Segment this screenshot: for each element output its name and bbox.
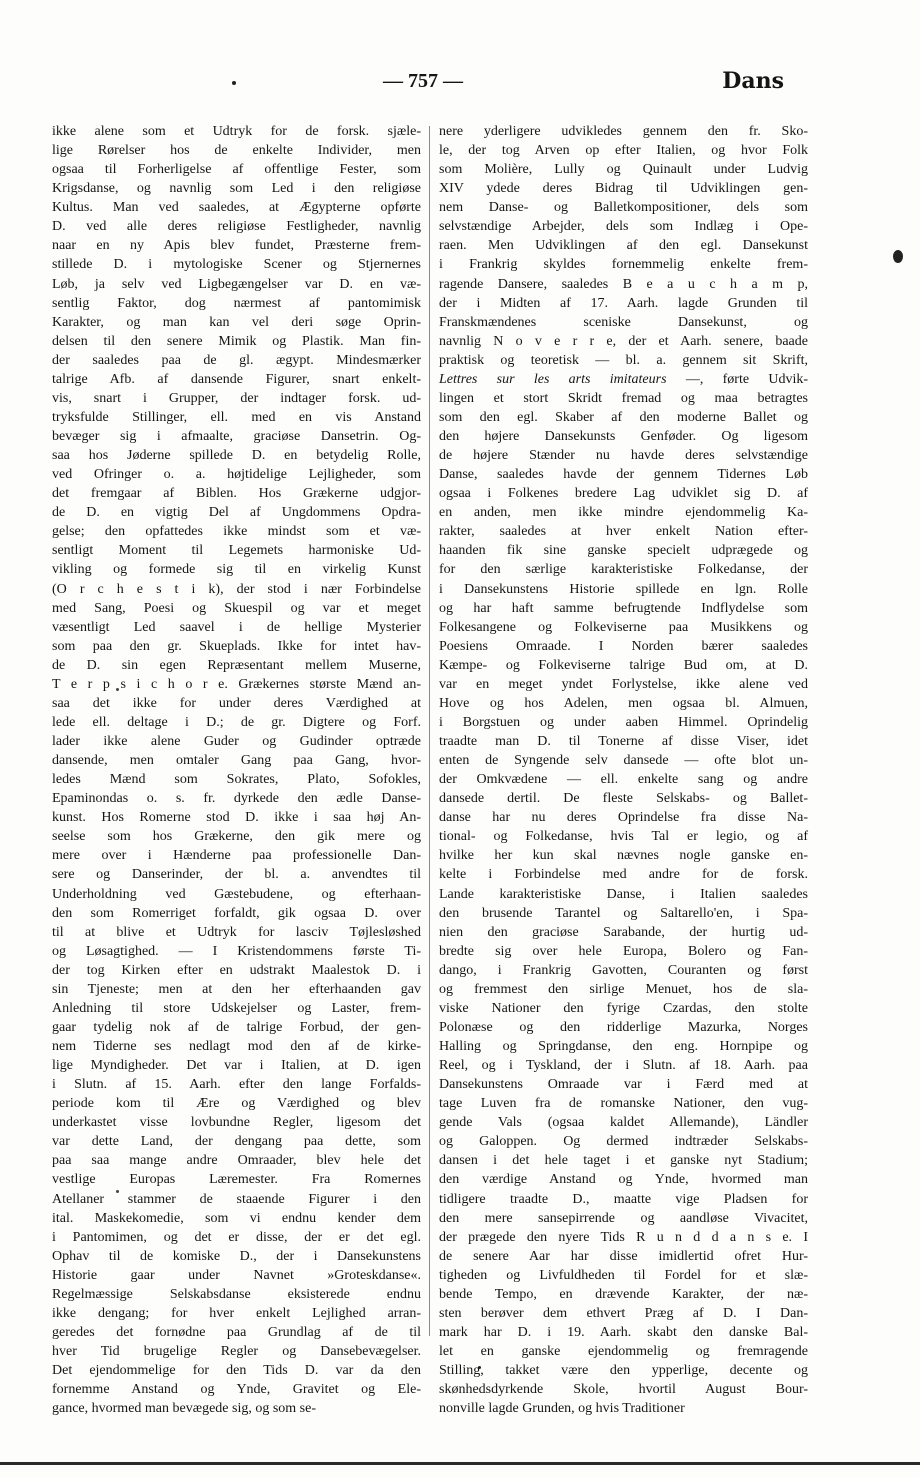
column-divider (429, 126, 430, 1336)
text-line: Atellaner stammer de staaende Figurer i den (52, 1191, 421, 1207)
text-line: Folkesangene og Folkeviserne paa Musikkens og (439, 619, 808, 635)
text-line: ikke dengang; for hver enkelt Lejlighed arran- (52, 1305, 421, 1321)
text-line: hvilke her kun skal nævnes nogle ganske en- (439, 848, 808, 864)
text-line: tidligere traadte D., maatte vige Pladsen for (439, 1191, 808, 1207)
text-line: der saaledes paa de gl. ægypt. Mindesmærker (52, 352, 421, 368)
text-line: Dansekunstens Omraade var i Færd med at (439, 1077, 808, 1093)
text-line: nonville lagde Grunden, og hvis Traditioner (439, 1401, 685, 1417)
text-line: væsentligt Led saavel i de hellige Mysterier (52, 619, 421, 635)
page-number: — 757 — (383, 70, 463, 92)
text-line: tryksfulde Stillinger, ell. med en vis Anstand (52, 409, 421, 425)
text-line: Halling og Springdanse, den eng. Hornpipe og (439, 1039, 808, 1054)
text-line: ogsaa i Folkenes bredere Lag udviklet sig D. af (439, 486, 808, 502)
text-line: Ophav til de komiske D., der i Dansekunstens (52, 1248, 421, 1264)
text-line: stillede D. i mytologiske Scener og Stjernernes (52, 257, 421, 273)
text-line: Det ejendommelige for den Tids D. var da den (52, 1363, 421, 1379)
text-line: Lettres sur les arts imitateurs —, førte Udvik- (439, 371, 809, 387)
text-line: delsen til den senere Mimik og Plastik. Man fin- (52, 333, 421, 349)
margin-mark (893, 250, 903, 263)
text-line: ved Ofringer o. a. højtidelige Lejligheder, som (52, 467, 421, 483)
text-line: tigheden og Livfuldheden til Fordel for et slæ- (439, 1267, 808, 1283)
text-line: gaar tydelig nok af de talrige Forbud, der gen- (52, 1019, 421, 1035)
text-line: i Borgstuen og under aaben Himmel. Oprindelig (439, 714, 808, 730)
text-line: nere yderligere udvikledes gennem den fr. Sko- (439, 124, 808, 139)
running-head: Dans (722, 68, 784, 94)
text-line: ogsaa til Forherligelse af offentlige Fester, som (52, 162, 421, 178)
text-line: kelte i Forbindelse med andre for de forsk. (439, 867, 808, 883)
text-line: sin Tjeneste; men at den her efterhaanden gav (52, 981, 421, 997)
text-line: saa hos Jøderne spillede D. en betydelig Rolle, (52, 448, 421, 464)
text-line: bredte sig over hele Europa, Bolero og Fan- (439, 943, 808, 959)
text-line: le, der tog Arven op efter Italien, og hvor Folk (439, 143, 808, 159)
text-line: naar en ny Apis blev fundet, Præsterne frem- (52, 238, 421, 254)
text-line: D. ved alle deres religiøse Festligheder, navnlig (52, 219, 421, 235)
text-line: den brusende Tarantel og Saltarello'en, i Spa- (439, 905, 808, 921)
text-line: en anden, men ikke mindre ejendommelig Ka- (439, 505, 808, 521)
text-line: bende Tempo, en drævende Karakter, der næ- (439, 1286, 808, 1302)
text-line: T e r p s i c h o r e. Grækernes største Mænd an- (52, 676, 421, 692)
text-line: den som Romerriget forfaldt, gik ogsaa D. over (52, 905, 421, 921)
text-line: Løb, ja selv ved Ligbegængelser var D. en væ- (52, 276, 421, 292)
text-line: tage Luven fra de romanske Nationer, den vug- (439, 1096, 808, 1112)
text-line: lige Rørelser hos de enkelte Individer, men (52, 143, 421, 159)
text-line: bevæger sig i afmaalte, graciøse Dansetrin. Og- (52, 429, 421, 444)
text-line: for den særlige karakteristiske Folkedanse, der (439, 562, 808, 578)
text-line: dansede dertil. De fleste Selskabs- og Ballet- (439, 791, 808, 807)
text-line: vikling og formede sig til en virkelig Kunst (52, 562, 421, 578)
text-line: Reel, og i Tyskland, der i Slutn. af 18. Aarh. paa (439, 1058, 808, 1074)
text-line: gende Vals (ogsaa kaldet Allemande), Ländler (439, 1115, 808, 1131)
text-line: enten de Syngende selv dansede — ofte blot un- (439, 753, 808, 769)
text-line: let en ganske ejendommelig og fremragende (439, 1344, 808, 1359)
text-line: danse har nu deres Oprindelse fra disse Na- (439, 810, 808, 826)
text-line: paa saa mange andre Omraader, blev hele det (52, 1153, 421, 1169)
text-line: Regelmæssige Selskabsdanse eksisterede endnu (52, 1286, 421, 1302)
text-line: Franskmændenes sceniske Dansekunst, og (439, 314, 808, 330)
text-line: den værdige Anstand og Ynde, hvormed man (439, 1172, 808, 1188)
text-line: nien den graciøse Sarabande, der hurtig ud- (439, 924, 808, 940)
text-line: med Sang, Poesi og Skuespil og var et meget (52, 600, 421, 616)
text-line: ragende Dansere, saaledes B e a u c h a m p, (439, 276, 808, 292)
text-line: dansen i det hele taget i et ganske nyt Stadium; (439, 1153, 808, 1169)
text-line: Anledning til store Udskejelser og Laster, frem- (52, 1000, 421, 1016)
text-line: Epaminondas o. s. fr. dyrkede den ædle Danse- (52, 791, 421, 807)
text-line: kunst. Hos Romerne stod D. ikke i saa høj An- (52, 810, 421, 826)
text-line: underkastet visse lovbundne Regler, ligesom det (52, 1115, 421, 1131)
text-line: sentligt Moment til Legemets harmoniske Ud- (52, 543, 421, 559)
text-line: Stilling, takket være den ypperlige, decente og (439, 1363, 808, 1379)
text-line: navnlig N o v e r r e, der et Aarh. senere, baade (439, 333, 808, 349)
text-line: det fremgaar af Biblen. Hos Grækerne udgjor- (52, 486, 421, 502)
text-line: lede ell. deltage i D.; de gr. Digtere og Forf. (52, 714, 421, 730)
text-line: XIV ydede deres Bidrag til Udviklingen gen- (439, 181, 808, 197)
text-line: der i Midten af 17. Aarh. lagde Grunden til (439, 295, 808, 311)
text-line: og Løsagtighed. — I Kristendommens første Ti- (52, 943, 421, 959)
text-line: vestlige Europas Læremester. Fra Romernes (52, 1172, 421, 1188)
text-line: den mere sansepirrende og aandløse Vivacitet, (439, 1210, 808, 1226)
text-line: Poesiens Omraade. I Norden bærer saaledes (439, 638, 808, 654)
text-line: seelse som hos Grækerne, den gik mere og (52, 829, 421, 845)
text-line: de senere Aar har disse imidlertid ofret Hur- (439, 1248, 808, 1264)
print-speck (232, 81, 236, 85)
text-line: Danse, saaledes havde der gennem Tidernes Løb (439, 467, 808, 483)
text-line: til at blive et Udtryk for lasciv Tøjlesløshed (52, 924, 421, 940)
text-line: sten berøver dem ethvert Præg af D. I Dan- (439, 1305, 808, 1321)
text-line: (O r c h e s t i k), der stod i nær Forbindelse (52, 581, 421, 597)
text-line: Historie gaar under Navnet »Groteskdanse«. (52, 1267, 421, 1283)
text-line: der Omkvædene — ell. enkelte sang og andre (439, 772, 808, 788)
text-line: Kæmpe- og Folkeviserne talrige Bud om, at D. (439, 657, 808, 673)
text-line: mere over i Hænderne paa professionelle Dan- (52, 848, 421, 864)
text-line: og har haft samme befrugtende Indflydelse som (439, 600, 808, 616)
text-line: Karakter, og man kan vel deri søge Oprin- (52, 314, 421, 330)
text-line: Krigsdanse, og navnlig som Led i den religiøse (52, 181, 421, 197)
text-line: ital. Maskekomedie, som vi endnu kender dem (52, 1210, 421, 1226)
text-line: nem Danse- og Balletkompositioner, dels som (439, 200, 808, 216)
text-line: mark har D. i 19. Aarh. skabt den danske Bal- (439, 1324, 808, 1340)
text-line: gelse; den opfattedes ikke mindst som et væ- (52, 524, 421, 540)
text-line: Underholdning ved Gæstebudene, og efterhaan- (52, 886, 421, 902)
text-line: viske Nationer den fyrige Czardas, den stolte (439, 1000, 808, 1016)
text-line: den højere Dansekunsts Genføder. Og ligesom (439, 429, 808, 444)
text-line: lingen et stort Skridt fremad og maa betragtes (439, 390, 808, 406)
text-line: i Dansekunstens Historie spillede en lgn. Rolle (439, 581, 808, 597)
text-line: i Frankrig skyldes fornemmelig enkelte frem- (439, 257, 808, 273)
text-line: praktisk og teoretisk — bl. a. gennem sit Skrift, (439, 352, 808, 368)
text-line: Hove og hos Adelen, men ogsaa bl. Almuen, (439, 695, 808, 711)
text-line: som paa den gr. Skueplads. Ikke for intet hav- (52, 638, 421, 654)
text-line: der tog Kirken efter en udstrakt Maalestok D. i (52, 962, 421, 978)
text-line: talrige Afb. af dansende Figurer, snart enkelt- (52, 371, 421, 387)
text-line: lige Myndigheder. Det var i Italien, at D. igen (52, 1058, 421, 1074)
text-line: sentlig Faktor, dog nærmest af pantomimisk (52, 295, 421, 311)
text-line: traadte man D. til Tonerne af disse Viser, idet (439, 734, 808, 749)
text-line: tional- og Folkedanse, hvis Tal er legio, og af (439, 829, 808, 845)
left-text-column (52, 122, 421, 1417)
text-line: vis, snart i Grupper, der indtager forsk. ud- (52, 390, 421, 406)
text-line: der prægede den nyere Tids R u n d d a n s e. I (439, 1229, 808, 1245)
text-line: Lande karakteristiske Danse, i Italien saaledes (439, 886, 808, 902)
text-line: raen. Men Udviklingen af den egl. Dansekunst (439, 238, 808, 254)
text-line: geredes det fornødne paa Grundlag af de til (52, 1324, 421, 1340)
text-line: sere og Danserinder, der bl. a. anvendtes til (52, 867, 421, 883)
text-line: de højere Stænder nu havde deres selvstændige (439, 448, 808, 464)
text-line: i Slutn. af 15. Aarh. efter den lange Forfalds- (52, 1077, 421, 1093)
text-line: var dette Land, der dengang paa dette, som (52, 1134, 421, 1150)
text-line: dansende, men omtaler Gang paa Gang, hvor- (52, 753, 421, 769)
text-line: lader ikke alene Guder og Gudinder optræde (52, 734, 421, 749)
text-line: hver Tid brugelige Regler og Dansebevægelser. (52, 1344, 421, 1359)
text-line: skønhedsdyrkende Skole, hvortil August Bour- (439, 1382, 808, 1398)
right-text-column (439, 122, 809, 1417)
text-line: saa det ikke for under deres Værdighed at (52, 695, 421, 711)
text-line: ledes Mænd som Sokrates, Plato, Sofokles, (52, 772, 421, 788)
text-line: haanden fik sine ganske specielt udprægede og (439, 543, 808, 559)
page-bottom-border (0, 1462, 920, 1465)
text-line: gance, hvormed man bevægede sig, og som se- (52, 1401, 316, 1417)
text-line: de D. sin egen Repræsentant mellem Muserne, (52, 657, 421, 673)
text-line: rakter, saaledes at hver enkelt Nation efter- (439, 524, 808, 540)
text-line: nem Tiderne ses nedlagt mod den af de kirke- (52, 1039, 421, 1054)
text-line: som Molière, Lully og Quinault under Ludvig (439, 162, 808, 178)
text-line: dango, i Frankrig Gavotten, Couranten og først (439, 962, 808, 978)
text-line: Kultus. Man ved saaledes, at Ægypterne opførte (52, 200, 421, 216)
text-line: Polonæse og den ridderlige Mazurka, Norges (439, 1019, 808, 1035)
text-line: var en meget yndet Forlystelse, ikke alene ved (439, 676, 808, 692)
text-line: selvstændige Arbejder, dels som Indlæg i Ope- (439, 219, 808, 235)
text-line: fornemme Anstand og Ynde, Gravitet og Ele- (52, 1382, 421, 1398)
text-line: ikke alene som et Udtryk for de forsk. sjæle- (52, 124, 421, 139)
text-line: som den egl. Skaber af den moderne Ballet og (439, 409, 808, 425)
text-line: de D. en vigtig Del af Ungdommens Opdra- (52, 505, 421, 521)
text-line: og fremmest den sirlige Menuet, hos de sla- (439, 981, 808, 997)
text-line: i Pantomimen, og det er disse, der er det egl. (52, 1229, 421, 1245)
text-line: periode kom til Ære og Værdighed og blev (52, 1096, 421, 1112)
text-line: og Galoppen. Og dermed indtræder Selskabs- (439, 1134, 808, 1150)
